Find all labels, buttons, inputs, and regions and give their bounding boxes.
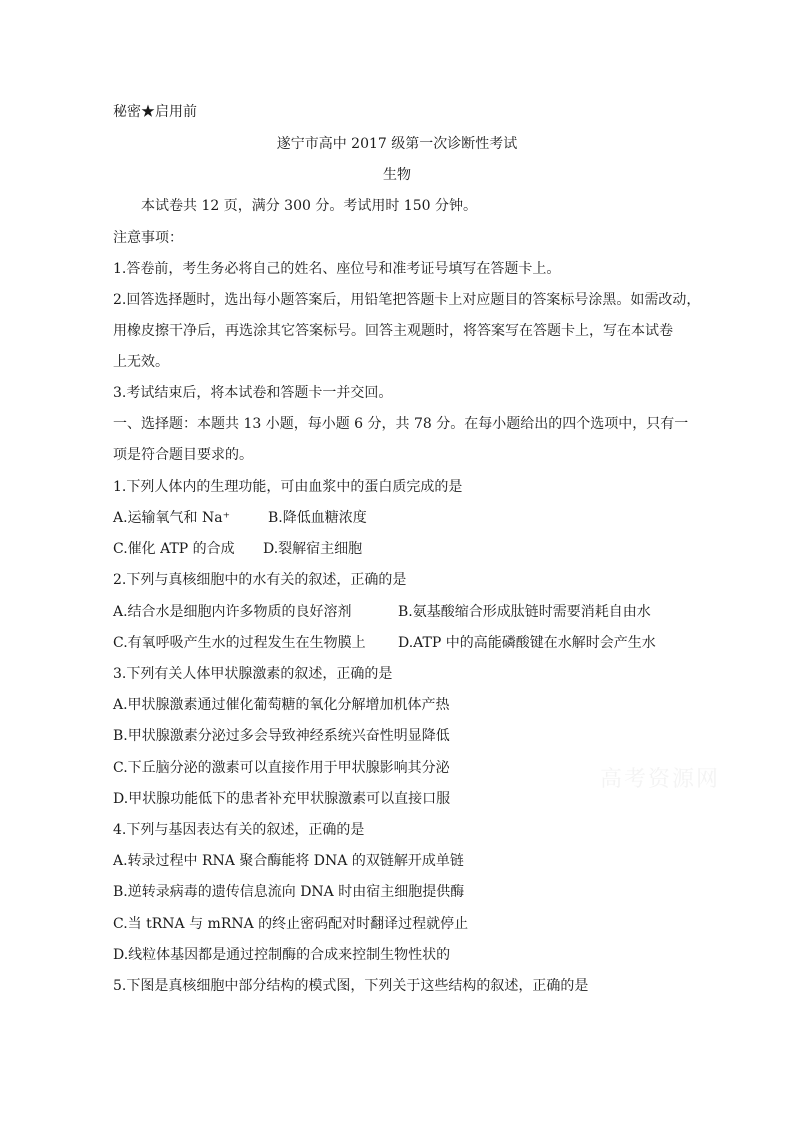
question-4-option-c: C.当 tRNA 与 mRNA 的终止密码配对时翻译过程就停止: [113, 916, 469, 932]
notes-heading: 注意事项：: [113, 230, 183, 246]
section-heading-line-2: 项是符合题目要求的。: [113, 447, 253, 463]
question-3-stem: 3.下列有关人体甲状腺激素的叙述，正确的是: [113, 666, 393, 682]
question-4-stem: 4.下列与基因表达有关的叙述，正确的是: [113, 822, 365, 838]
question-3-option-a: A.甲状腺激素通过催化葡萄糖的氧化分解增加机体产热: [113, 697, 450, 713]
question-2-option-a: A.结合水是细胞内许多物质的良好溶剂: [113, 604, 352, 620]
section-heading-line-1: 一、选择题：本题共 13 小题，每小题 6 分，共 78 分。在每小题给出的四个选项中，只有一: [113, 416, 689, 432]
question-1-option-c: C.催化 ATP 的合成: [113, 541, 235, 557]
question-2-stem: 2.下列与真核细胞中的水有关的叙述，正确的是: [113, 572, 407, 588]
question-4-option-d: D.线粒体基因都是通过控制酶的合成来控制生物性状的: [113, 947, 451, 963]
question-3-option-d: D.甲状腺功能低下的患者补充甲状腺激素可以直接口服: [113, 791, 451, 807]
subject-title: 生物: [383, 167, 411, 183]
note-item-2-line-1: 2.回答选择题时，选出每小题答案后，用铅笔把答题卡上对应题目的答案标号涂黑。如需改动，: [113, 292, 701, 308]
note-item-1: 1.答卷前，考生务必将自己的姓名、座位号和准考证号填写在答题卡上。: [113, 261, 561, 277]
confidential-label: 秘密★启用前: [113, 104, 197, 120]
question-5-stem: 5.下图是真核细胞中部分结构的模式图，下列关于这些结构的叙述，正确的是: [113, 978, 589, 994]
question-2-option-d: D.ATP 中的高能磷酸键在水解时会产生水: [398, 635, 656, 651]
question-4-option-a: A.转录过程中 RNA 聚合酶能将 DNA 的双链解开成单链: [113, 853, 464, 869]
note-item-2-line-2: 用橡皮擦干净后，再选涂其它答案标号。回答主观题时，将答案写在答题卡上，写在本试卷: [113, 323, 673, 339]
question-2-option-b: B.氨基酸缩合形成肽链时需要消耗自由水: [398, 604, 651, 620]
question-1-option-d: D.裂解宿主细胞: [263, 541, 363, 557]
note-item-2-line-3: 上无效。: [113, 354, 169, 370]
exam-title: 遂宁市高中 2017 级第一次诊断性考试: [276, 136, 518, 152]
question-3-option-b: B.甲状腺激素分泌过多会导致神经系统兴奋性明显降低: [113, 728, 450, 744]
exam-intro: 本试卷共 12 页，满分 300 分。考试用时 150 分钟。: [141, 198, 477, 214]
question-1-option-b: B.降低血糖浓度: [268, 510, 367, 526]
watermark: 高考资源网: [600, 767, 721, 792]
question-1-option-a: A.运输氧气和 Na⁺: [113, 510, 230, 526]
question-4-option-b: B.逆转录病毒的遗传信息流向 DNA 时由宿主细胞提供酶: [113, 884, 465, 900]
question-3-option-c: C.下丘脑分泌的激素可以直接作用于甲状腺影响其分泌: [113, 760, 450, 776]
question-1-stem: 1.下列人体内的生理功能，可由血浆中的蛋白质完成的是: [113, 479, 463, 495]
question-2-option-c: C.有氧呼吸产生水的过程发生在生物膜上: [113, 635, 366, 651]
note-item-3: 3.考试结束后，将本试卷和答题卡一并交回。: [113, 385, 393, 401]
